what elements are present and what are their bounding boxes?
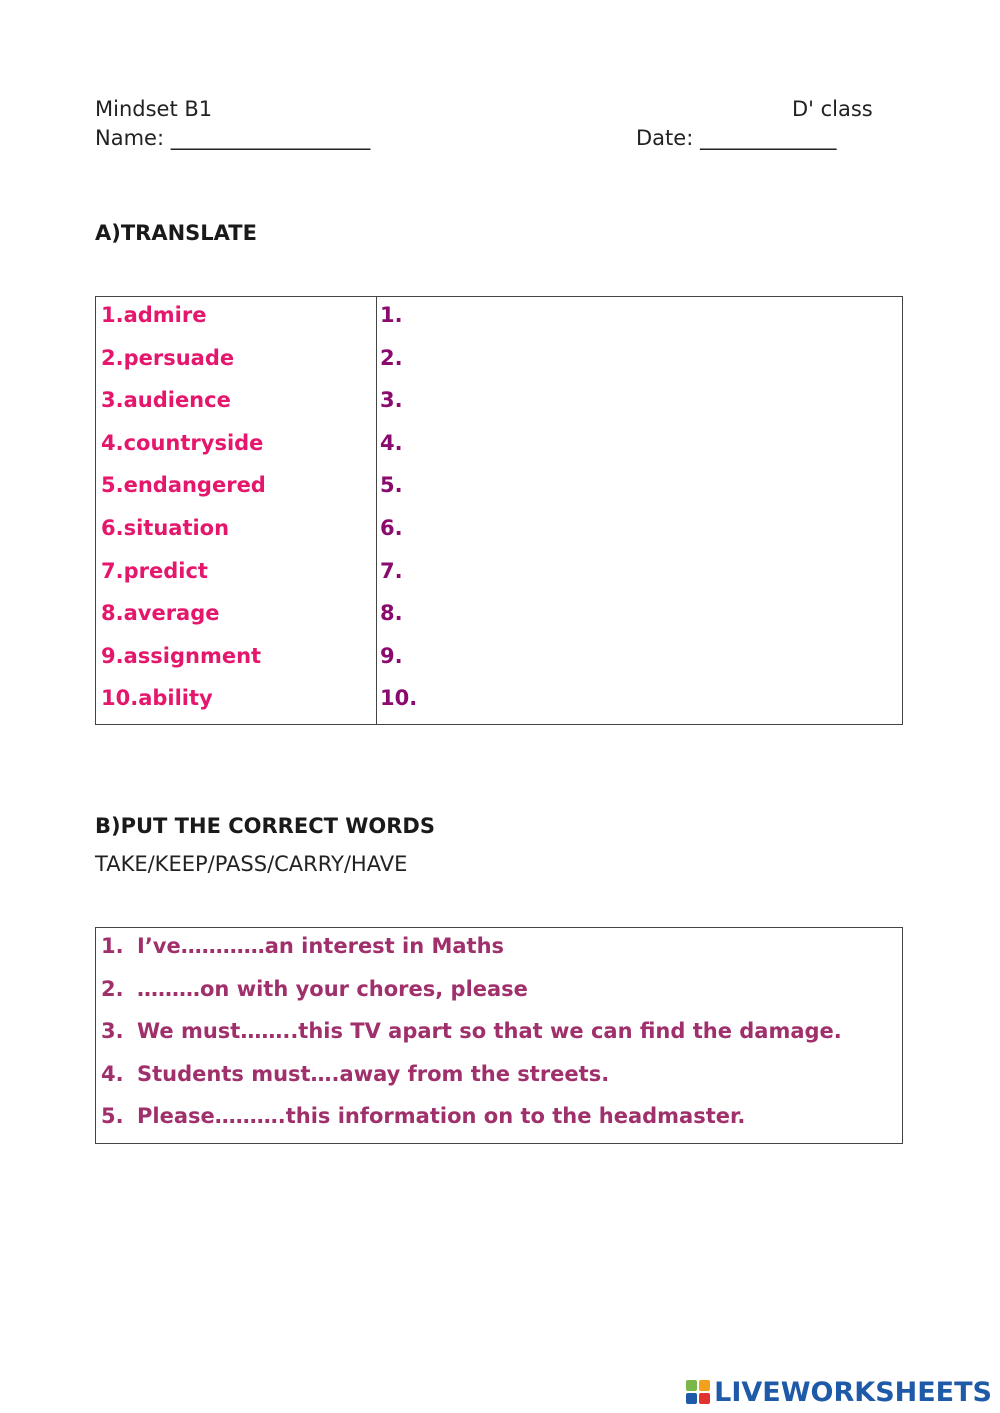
table-row bbox=[96, 680, 902, 723]
sentence-item[interactable] bbox=[101, 934, 504, 958]
course-title: Mindset B1 bbox=[95, 97, 213, 121]
sentence-text: We must……..this TV apart so that we can find the damage. bbox=[137, 1019, 842, 1044]
table-row bbox=[96, 510, 902, 553]
name-field[interactable]: Name: ___________________ bbox=[95, 126, 371, 150]
translation-answer-field[interactable]: 4. bbox=[380, 430, 403, 455]
translate-table bbox=[95, 296, 903, 725]
table-row bbox=[96, 340, 902, 383]
translation-answer-field[interactable]: 7. bbox=[380, 558, 403, 583]
sentence-number: 1. bbox=[101, 934, 124, 958]
liveworksheets-logo bbox=[686, 1375, 992, 1409]
class-label: D' class bbox=[792, 97, 873, 121]
table-row bbox=[96, 382, 902, 425]
sentence-text: Students must….away from the streets. bbox=[137, 1061, 610, 1086]
table-row bbox=[96, 638, 902, 681]
vocab-word: 6.situation bbox=[101, 516, 230, 540]
sentence-text: Please……….this information on to the headmaster. bbox=[137, 1104, 746, 1129]
table-row bbox=[96, 553, 902, 596]
vocab-word: 9.assignment bbox=[101, 643, 262, 668]
table-row bbox=[96, 595, 902, 638]
liveworksheets-logo-icon bbox=[686, 1380, 710, 1404]
vocab-word: 1.admire bbox=[101, 303, 207, 327]
vocab-word: 8.average bbox=[101, 601, 220, 626]
translation-answer-field[interactable]: 1. bbox=[380, 303, 403, 327]
sentence-number: 2. bbox=[101, 976, 124, 1001]
date-field[interactable]: Date: _____________ bbox=[636, 126, 837, 150]
sentence-item[interactable] bbox=[101, 977, 528, 1001]
logo-text: LIVEWORKSHEETS bbox=[714, 1376, 992, 1408]
table-row bbox=[96, 425, 902, 468]
sentence-item[interactable] bbox=[101, 1104, 745, 1128]
translation-answer-field[interactable]: 6. bbox=[380, 516, 403, 540]
translation-answer-field[interactable]: 2. bbox=[380, 345, 403, 370]
translation-answer-field[interactable]: 3. bbox=[380, 388, 403, 413]
sentences-box bbox=[95, 927, 903, 1144]
sentence-item[interactable] bbox=[101, 1019, 842, 1043]
sentence-text: ………on with your chores, please bbox=[137, 976, 528, 1001]
section-a-title: A)TRANSLATE bbox=[95, 221, 257, 245]
translation-answer-field[interactable]: 9. bbox=[380, 643, 403, 668]
vocab-word: 3.audience bbox=[101, 388, 231, 413]
translation-answer-field[interactable]: 5. bbox=[380, 473, 403, 498]
word-list: TAKE/KEEP/PASS/CARRY/HAVE bbox=[95, 852, 408, 876]
vocab-word: 7.predict bbox=[101, 558, 208, 583]
sentence-number: 4. bbox=[101, 1061, 124, 1086]
vocab-word: 2.persuade bbox=[101, 345, 235, 370]
vocab-word: 5.endangered bbox=[101, 473, 266, 498]
translation-answer-field[interactable]: 10. bbox=[380, 686, 418, 711]
section-b-title: B)PUT THE CORRECT WORDS bbox=[95, 814, 435, 838]
table-row bbox=[96, 297, 902, 340]
vocab-word: 4.countryside bbox=[101, 430, 264, 455]
sentence-number: 5. bbox=[101, 1104, 124, 1129]
sentence-number: 3. bbox=[101, 1019, 124, 1044]
vocab-word: 10.ability bbox=[101, 686, 213, 711]
translation-answer-field[interactable]: 8. bbox=[380, 601, 403, 626]
sentence-item[interactable] bbox=[101, 1062, 609, 1086]
table-row bbox=[96, 467, 902, 510]
sentence-text: I’ve…………an interest in Maths bbox=[137, 934, 505, 958]
